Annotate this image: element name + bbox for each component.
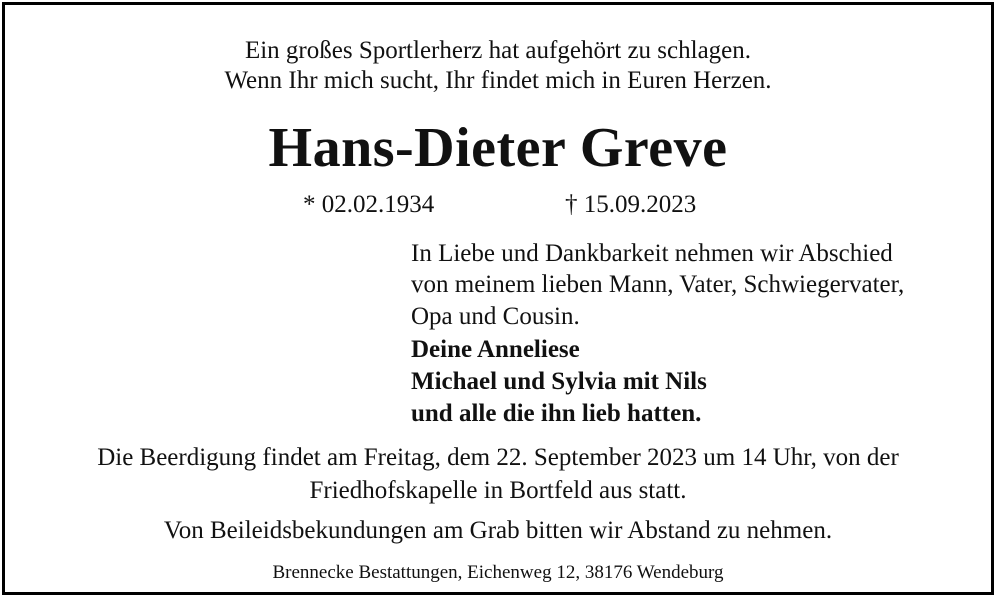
- funeral-line-2: Friedhofskapelle in Bortfeld aus statt.: [309, 477, 687, 504]
- funeral-line-1: Die Beerdigung findet am Freitag, dem 22. September 2023 um 14 Uhr, von der: [97, 444, 899, 471]
- mourner-1: Deine Anneliese: [411, 336, 580, 363]
- undertaker-footer: Brennecke Bestattungen, Eichenweg 12, 38176 Wendeburg: [272, 562, 724, 583]
- motto-line-2: Wenn Ihr mich sucht, Ihr findet mich in Euren Herzen.: [224, 67, 772, 94]
- mourner-2: Michael und Sylvia mit Nils: [411, 368, 707, 395]
- farewell-line-2: von meinem lieben Mann, Vater, Schwiegervater,: [411, 271, 905, 298]
- mourner-3: und alle die ihn lieb hatten.: [411, 400, 702, 427]
- obituary-notice: [2, 2, 994, 595]
- motto-line-1: Ein großes Sportlerherz hat aufgehört zu schlagen.: [244, 37, 752, 64]
- farewell-line-3: Opa und Cousin.: [411, 303, 580, 330]
- farewell-line-1: In Liebe und Dankbarkeit nehmen wir Abschied: [411, 240, 893, 267]
- death-date: † 15.09.2023: [565, 191, 697, 218]
- birth-date: * 02.02.1934: [303, 191, 435, 218]
- deceased-name: Hans-Dieter Greve: [268, 117, 728, 179]
- condolence-note: Von Beileidsbekundungen am Grab bitten wir Abstand zu nehmen.: [163, 517, 833, 544]
